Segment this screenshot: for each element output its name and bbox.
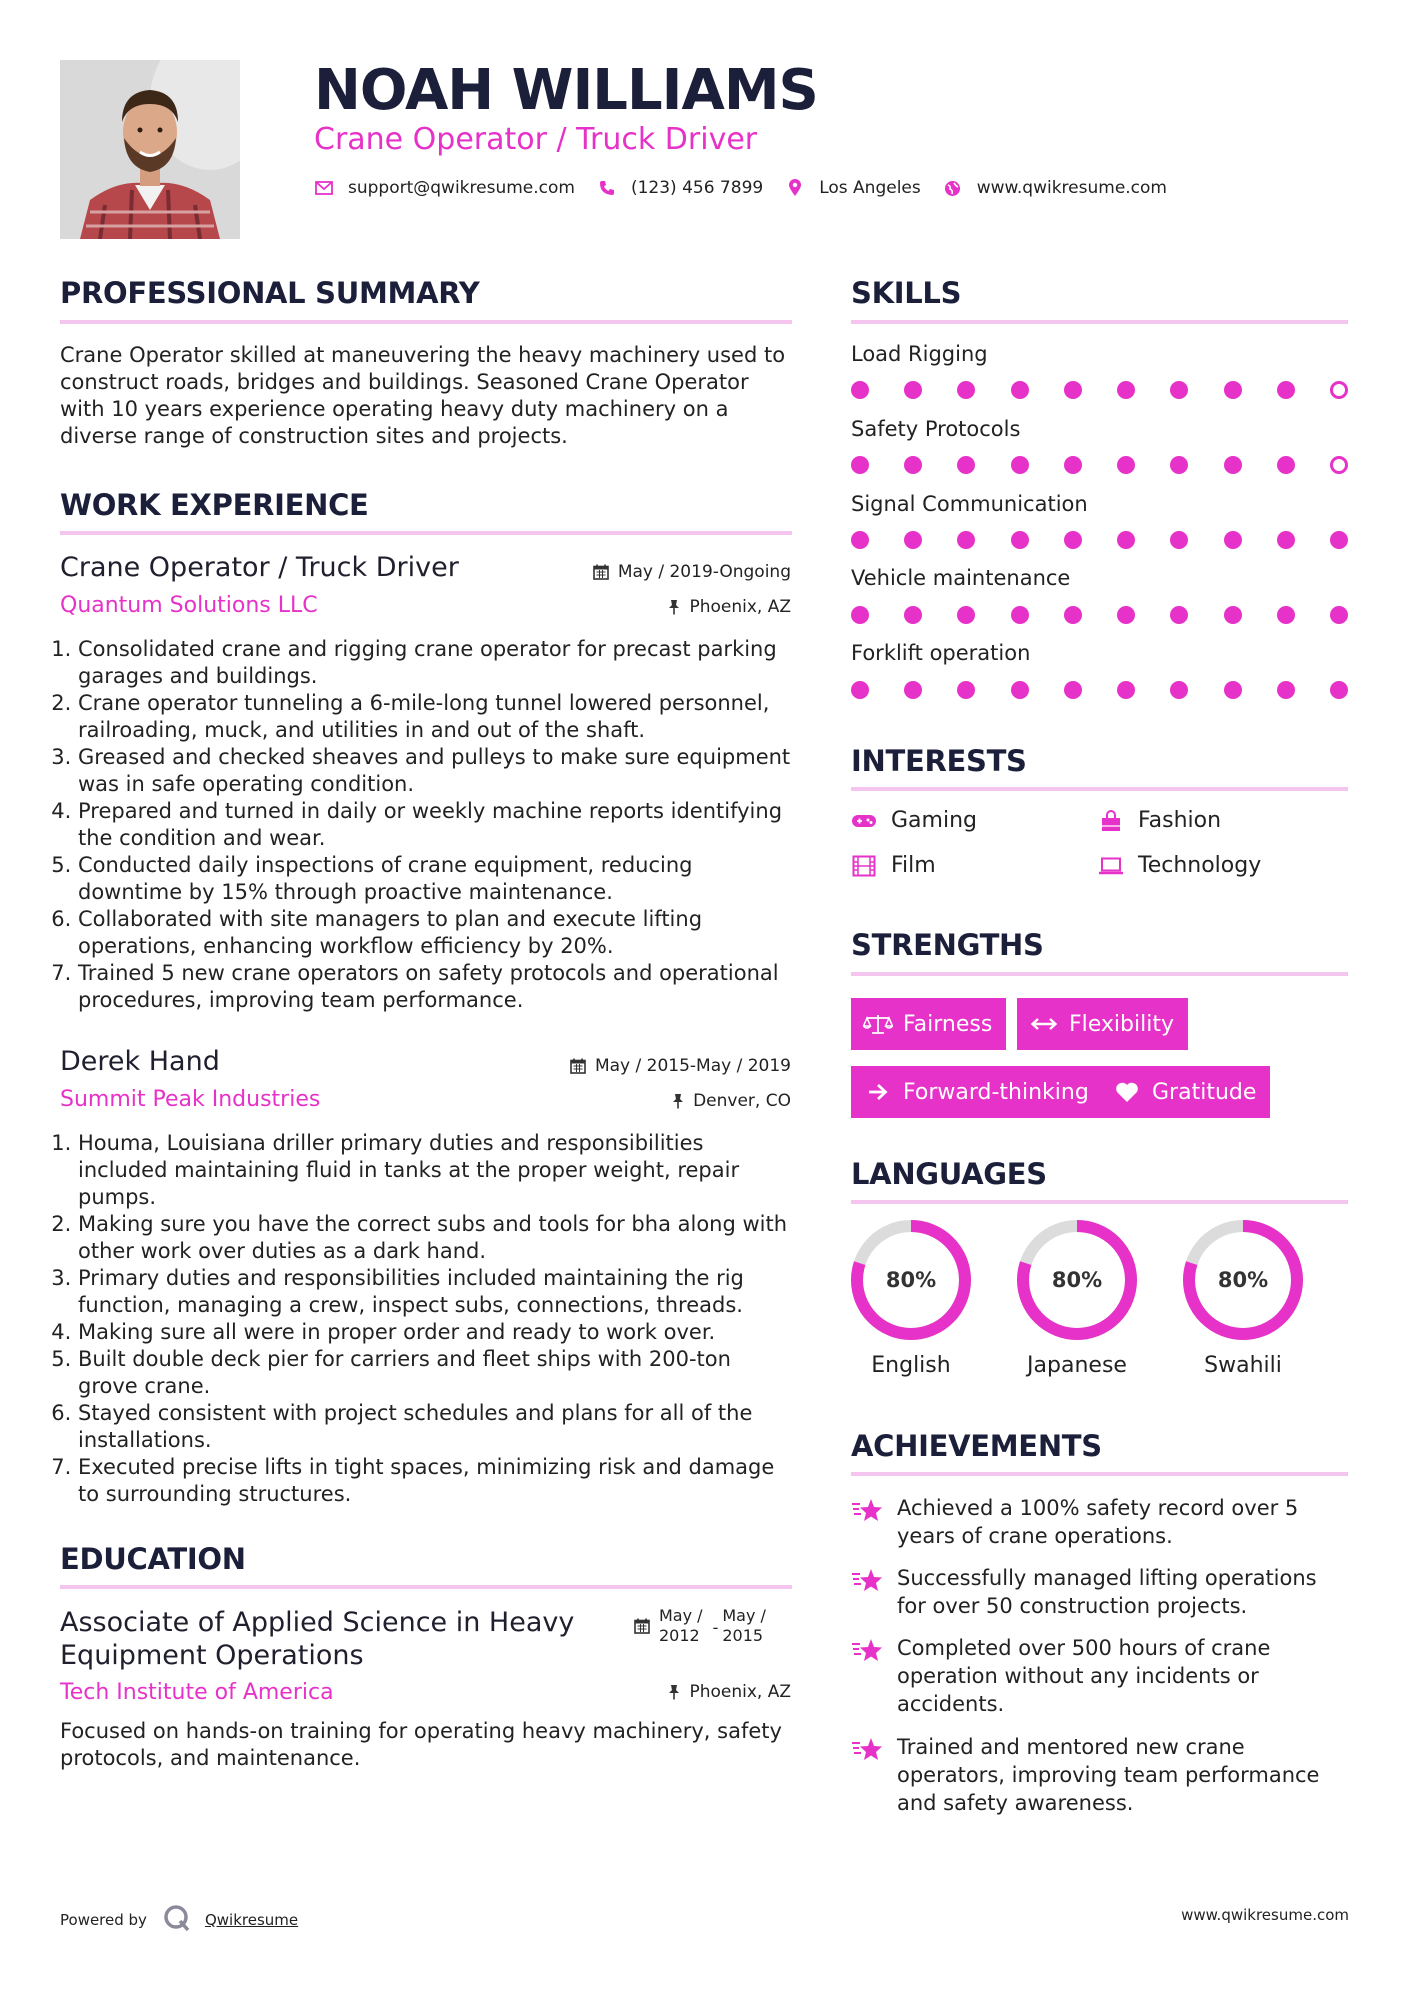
start-year: 2012 — [659, 1626, 700, 1645]
profile-photo — [60, 60, 240, 239]
language-progress-ring — [1016, 1219, 1138, 1341]
language-name: English — [871, 1353, 951, 1378]
strength-label: Flexibility — [1069, 1011, 1174, 1037]
education-end — [722, 1606, 766, 1646]
achievement-text: Achieved a 100% safety record over 5 years of crane operations. — [897, 1496, 1299, 1548]
rating-dot-filled — [1170, 381, 1188, 399]
language-percent: 80% — [885, 1268, 937, 1292]
strength-label: Forward-thinking — [903, 1079, 1089, 1105]
contact-bar — [314, 178, 1189, 198]
rating-dot-filled — [851, 681, 869, 699]
education-text: Focused on hands-on training for operating heavy machinery, safety protocols, and maintenance. — [60, 1719, 782, 1770]
job-1-company: Quantum Solutions LLC — [60, 593, 318, 618]
job-2-company: Summit Peak Industries — [60, 1087, 321, 1112]
list-item: 7. Trained 5 new crane operators on safety protocols and operational procedures, improving team performance. — [78, 960, 795, 1014]
rating-dot-filled — [1064, 381, 1082, 399]
rating-dot-filled — [1170, 531, 1188, 549]
achievements-divider — [851, 1472, 1348, 1476]
list-item: 5. Conducted daily inspections of crane equipment, reducing downtime by 15% through proactive maintenance. — [78, 852, 795, 906]
list-item: 5. Built double deck pier for carriers and fleet ships with 200-ton grove crane. — [78, 1346, 795, 1400]
candidate-name: NOAH WILLIAMS — [314, 58, 818, 123]
list-item: 2. Crane operator tunneling a 6-mile-long tunnel lowered personnel, railroading, muck, and utilities in and out of the shaft. — [78, 690, 795, 744]
powered-by-label: Powered by — [60, 1911, 147, 1929]
education-heading: EDUCATION — [60, 1542, 246, 1576]
rating-dot-filled — [957, 531, 975, 549]
rating-dot-filled — [1011, 381, 1029, 399]
skill-2-name: Safety Protocols — [851, 417, 1021, 441]
job-2-location-text: Denver, CO — [693, 1091, 791, 1111]
rating-dot-filled — [1064, 456, 1082, 474]
gamepad-icon — [851, 810, 877, 832]
rating-dot-filled — [1224, 381, 1242, 399]
strength-tag-gratitude — [1100, 1066, 1270, 1118]
education-school: Tech Institute of America — [60, 1680, 334, 1705]
pushpin-icon — [668, 599, 680, 615]
achievement-item — [851, 1494, 1351, 1550]
achievement-text: Completed over 500 hours of crane operation without any incidents or accidents. — [897, 1636, 1271, 1716]
job-2-location — [491, 1091, 791, 1111]
rating-dot-filled — [1224, 531, 1242, 549]
strength-label: Gratitude — [1152, 1079, 1257, 1105]
qwikresume-logo-icon — [163, 1904, 191, 1936]
date-separator: - — [712, 1618, 719, 1637]
end-month: May / — [722, 1606, 766, 1625]
list-item: 1. Consolidated crane and rigging crane operator for precast parking garages and buildings. — [78, 636, 795, 690]
strength-tag-flexibility — [1017, 998, 1188, 1050]
achievement-text: Trained and mentored new crane operators, improving team performance and safety awareness. — [897, 1735, 1320, 1815]
education-start — [659, 1606, 703, 1646]
language-progress-ring — [850, 1219, 972, 1341]
rating-dot-empty — [1330, 381, 1348, 399]
envelope-icon — [314, 178, 334, 198]
strength-label: Fairness — [903, 1011, 993, 1037]
strengths-divider — [851, 972, 1348, 976]
achievement-item — [851, 1733, 1351, 1817]
arrow-right-icon — [863, 1080, 893, 1104]
rating-dot-empty — [1330, 456, 1348, 474]
skill-1-name: Load Rigging — [851, 342, 988, 366]
rating-dot-filled — [851, 606, 869, 624]
strength-tag-fairness — [851, 998, 1006, 1050]
job-2-title: Derek Hand — [60, 1046, 220, 1077]
job-2-dates-text: May / 2015-May / 2019 — [594, 1056, 791, 1076]
rating-dot-filled — [904, 681, 922, 699]
education-divider — [60, 1585, 792, 1589]
job-1-dates-text: May / 2019-Ongoing — [617, 562, 791, 582]
rating-dot-filled — [1117, 606, 1135, 624]
achievement-text: Successfully managed lifting operations for over 50 construction projects. — [897, 1566, 1317, 1618]
pushpin-icon — [668, 1684, 680, 1700]
language-name: Japanese — [1027, 1353, 1127, 1378]
calendar-icon — [634, 1618, 650, 1634]
rating-dot-filled — [1330, 681, 1348, 699]
skill-5-name: Forklift operation — [851, 641, 1031, 665]
film-icon — [851, 855, 877, 877]
rating-dot-filled — [1011, 456, 1029, 474]
rating-dot-filled — [1011, 531, 1029, 549]
language-swahili — [1182, 1219, 1304, 1378]
rating-dot-filled — [1011, 606, 1029, 624]
job-1-title: Crane Operator / Truck Driver — [60, 552, 459, 583]
strengths-heading: STRENGTHS — [851, 928, 1044, 962]
interest-film — [851, 853, 936, 878]
interest-fashion — [1098, 808, 1221, 833]
language-percent: 80% — [1051, 1268, 1103, 1292]
pushpin-icon — [672, 1093, 684, 1109]
experience-divider — [60, 531, 792, 535]
phone-icon — [597, 178, 617, 198]
list-item: 2. Making sure you have the correct subs and tools for bha along with other work over duties as a dark hand. — [78, 1211, 795, 1265]
shooting-star-icon — [851, 1496, 885, 1526]
contact-phone[interactable] — [597, 178, 763, 198]
laptop-icon — [1098, 855, 1124, 877]
job-1-location-text: Phoenix, AZ — [689, 597, 791, 617]
balance-scale-icon — [863, 1012, 893, 1036]
rating-dot-filled — [1064, 531, 1082, 549]
experience-heading: WORK EXPERIENCE — [60, 488, 369, 522]
achievements-heading: ACHIEVEMENTS — [851, 1429, 1102, 1463]
list-item: 3. Greased and checked sheaves and pulleys to make sure equipment was in safe operating condition. — [78, 744, 795, 798]
rating-dot-filled — [1224, 606, 1242, 624]
language-progress-ring — [1182, 1219, 1304, 1341]
interests-heading: INTERESTS — [851, 744, 1027, 778]
languages-divider — [851, 1200, 1348, 1204]
rating-dot-filled — [1277, 456, 1295, 474]
website-text: www.qwikresume.com — [976, 178, 1167, 198]
qwikresume-link[interactable]: Qwikresume — [204, 1911, 299, 1929]
rating-dot-filled — [904, 381, 922, 399]
language-percent: 80% — [1217, 1268, 1269, 1292]
heart-icon — [1112, 1080, 1142, 1104]
rating-dot-filled — [957, 381, 975, 399]
summary-text: Crane Operator skilled at maneuvering the heavy machinery used to construct roads, bridges and buildings. Seasoned Crane Operator with 10 years experience operating heavy duty machinery on a diverse range of construction sites and projects. — [60, 343, 786, 448]
list-item: 6. Stayed consistent with project schedules and plans for all of the installations. — [78, 1400, 795, 1454]
shopping-bag-icon — [1098, 810, 1124, 832]
skill-2-rating — [851, 456, 1348, 474]
end-year: 2015 — [722, 1626, 764, 1645]
language-english — [850, 1219, 972, 1378]
footer-website[interactable]: www.qwikresume.com — [1181, 1906, 1349, 1924]
list-item: 3. Primary duties and responsibilities included maintaining the rig function, managing a crew, inspect subs, connections, threads. — [78, 1265, 795, 1319]
rating-dot-filled — [851, 381, 869, 399]
contact-website[interactable] — [943, 178, 1167, 198]
list-item: 6. Collaborated with site managers to plan and execute lifting operations, enhancing workflow efficiency by 20%. — [78, 906, 795, 960]
skills-heading: SKILLS — [851, 276, 962, 310]
achievement-item — [851, 1564, 1351, 1620]
education-location — [491, 1682, 791, 1702]
skill-3-rating — [851, 531, 1348, 549]
interest-label: Technology — [1138, 853, 1262, 878]
rating-dot-filled — [1224, 681, 1242, 699]
degree-line-1: Associate of Applied Science in Heavy — [60, 1607, 575, 1638]
skill-4-rating — [851, 606, 1348, 624]
list-item: 1. Houma, Louisiana driller primary duties and responsibilities included maintaining fluid in tanks at the proper weight, repair pumps. — [78, 1130, 795, 1211]
rating-dot-filled — [1117, 531, 1135, 549]
rating-dot-filled — [957, 456, 975, 474]
rating-dot-filled — [1170, 606, 1188, 624]
achievement-item — [851, 1634, 1351, 1718]
summary-divider — [60, 320, 792, 324]
footer-powered-by — [60, 1904, 298, 1936]
skill-4-name: Vehicle maintenance — [851, 566, 1071, 590]
rating-dot-filled — [1277, 531, 1295, 549]
shooting-star-icon — [851, 1566, 885, 1596]
calendar-icon — [593, 564, 609, 580]
rating-dot-filled — [904, 606, 922, 624]
languages-heading: LANGUAGES — [851, 1157, 1047, 1191]
interest-gaming — [851, 808, 977, 833]
location-text: Los Angeles — [819, 178, 921, 198]
rating-dot-filled — [1277, 381, 1295, 399]
rating-dot-filled — [1064, 606, 1082, 624]
email-text: support@qwikresume.com — [348, 178, 575, 198]
rating-dot-filled — [1277, 681, 1295, 699]
rating-dot-filled — [1224, 456, 1242, 474]
job-1-location — [491, 597, 791, 617]
rating-dot-filled — [1277, 606, 1295, 624]
interest-technology — [1098, 853, 1261, 878]
language-japanese — [1016, 1219, 1138, 1378]
rating-dot-filled — [1064, 681, 1082, 699]
start-month: May / — [659, 1606, 703, 1625]
contact-email[interactable] — [314, 178, 575, 198]
contact-location — [785, 178, 921, 198]
rating-dot-filled — [1170, 681, 1188, 699]
list-item: 4. Prepared and turned in daily or weekly machine reports identifying the condition and wear. — [78, 798, 795, 852]
rating-dot-filled — [851, 531, 869, 549]
shooting-star-icon — [851, 1636, 885, 1666]
education-degree — [60, 1606, 620, 1672]
rating-dot-filled — [1330, 606, 1348, 624]
job-2-duties — [60, 1130, 795, 1508]
rating-dot-filled — [1330, 531, 1348, 549]
list-item: 4. Making sure all were in proper order and ready to work over. — [78, 1319, 795, 1346]
skill-5-rating — [851, 681, 1348, 699]
map-pin-icon — [785, 178, 805, 198]
strength-tag-forward-thinking — [851, 1066, 1103, 1118]
interests-divider — [851, 787, 1348, 791]
rating-dot-filled — [851, 456, 869, 474]
degree-line-2: Equipment Operations — [60, 1640, 364, 1671]
job-1-dates — [491, 562, 791, 582]
language-name: Swahili — [1204, 1353, 1282, 1378]
globe-icon — [943, 178, 963, 198]
rating-dot-filled — [1117, 681, 1135, 699]
education-location-text: Phoenix, AZ — [689, 1682, 791, 1702]
interest-label: Fashion — [1138, 808, 1222, 833]
phone-text: (123) 456 7899 — [630, 178, 764, 198]
interest-label: Gaming — [891, 808, 977, 833]
job-2-dates — [491, 1056, 791, 1076]
list-item: 7. Executed precise lifts in tight spaces, minimizing risk and damage to surrounding structures. — [78, 1454, 795, 1508]
arrows-horizontal-icon — [1029, 1012, 1059, 1036]
rating-dot-filled — [1117, 381, 1135, 399]
rating-dot-filled — [957, 606, 975, 624]
calendar-icon — [570, 1058, 586, 1074]
skill-1-rating — [851, 381, 1348, 399]
interest-label: Film — [891, 853, 936, 878]
candidate-title: Crane Operator / Truck Driver — [314, 122, 758, 157]
education-dates — [634, 1606, 766, 1646]
skills-divider — [851, 320, 1348, 324]
rating-dot-filled — [904, 456, 922, 474]
rating-dot-filled — [1170, 456, 1188, 474]
rating-dot-filled — [1011, 681, 1029, 699]
rating-dot-filled — [904, 531, 922, 549]
job-1-duties — [60, 636, 795, 1014]
skill-3-name: Signal Communication — [851, 492, 1088, 516]
rating-dot-filled — [957, 681, 975, 699]
shooting-star-icon — [851, 1735, 885, 1765]
rating-dot-filled — [1117, 456, 1135, 474]
summary-heading: PROFESSIONAL SUMMARY — [60, 276, 480, 310]
